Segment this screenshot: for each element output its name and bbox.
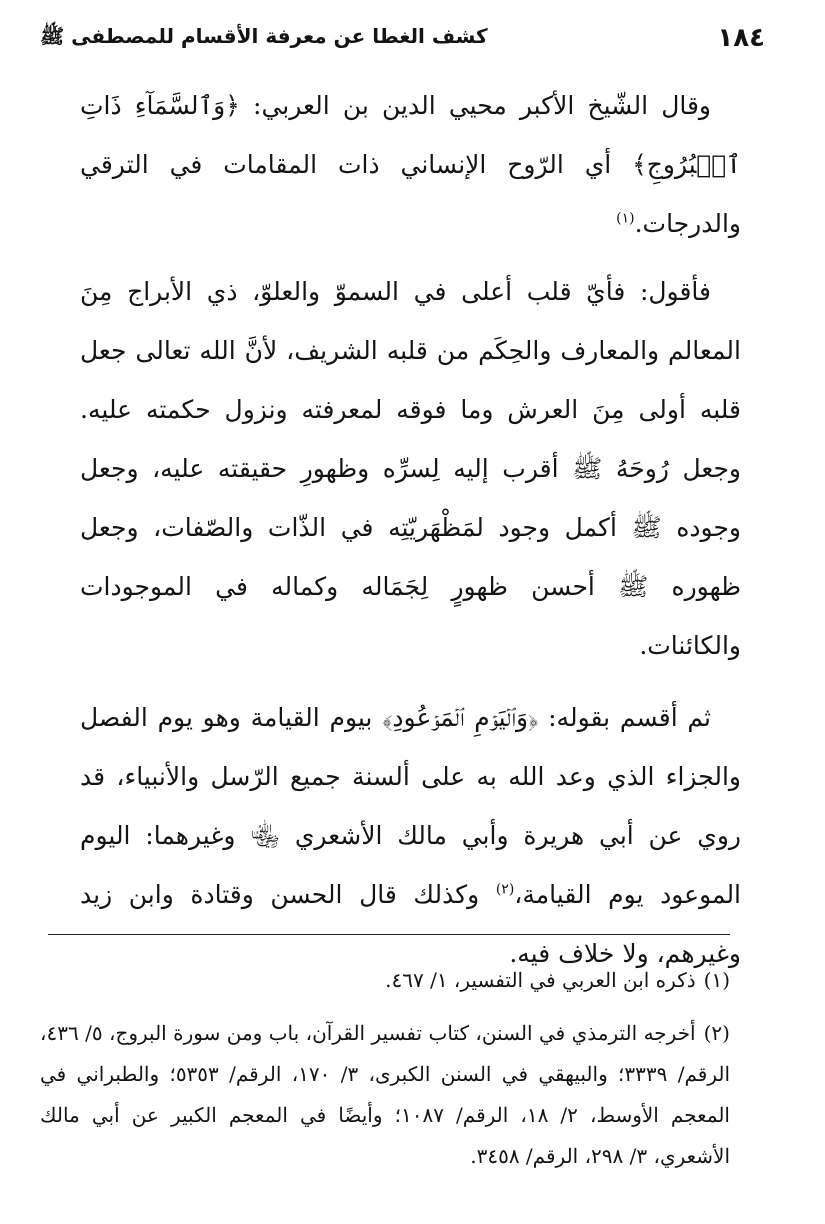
paragraph-3-text-after: وكذلك قال الحسن وقتادة وابن زيد وغيرهم، ولا خلاف فيه. [80, 880, 741, 968]
footnote-divider [48, 934, 730, 935]
paragraph-3-text: ثم أقسم بقوله: ﴿وَٱلۡيَوۡمِ ٱلۡمَوۡعُودِ﴾ بيوم القيامة وهو يوم الفصل والجزاء الذي وعد الله به على ألسنة جميع الرّسل والأنبياء، قد روي عن أبي هريرة وأبي مالك الأشعري ﵄ وغيرهما: اليوم الموعود يوم القيامة، [80, 703, 742, 909]
footnote-1 [40, 960, 730, 1001]
footnote-1-text: ذكره ابن العربي في التفسير، ١/ ٤٦٧. [385, 968, 696, 992]
footnote-2-number: (٢) [703, 1021, 730, 1045]
running-title: كشف الغطا عن معرفة الأقسام للمصطفى ﷺ [40, 23, 488, 48]
footnote-ref-2[interactable]: (٢) [495, 881, 515, 898]
paragraph-2-text: فأقول: فأيّ قلب أعلى في السموّ والعلوّ، ذي الأبراج مِنَ المعالم والمعارف والحِكَم من قلبه الشريف، لأنَّ الله تعالى جعل قلبه أولى مِنَ العرش وما فوقه لمعرفته ونزول حكمته عليه. وجعل رُوحَهُ ﷺ أقرب إليه لِسرِّه وظهورِ حقيقته عليه، وجعل وجوده ﷺ أكمل وجود لمَظْهَريّتِه في الذّات والصّفات، وجعل ظهوره ﷺ أحسن ظهورٍ لِجَمَاله وكماله في الموجودات والكائنات. [80, 277, 741, 660]
paragraph-1 [80, 76, 741, 253]
footnote-ref-1[interactable]: (١) [616, 210, 635, 227]
paragraph-2 [80, 262, 741, 675]
footnote-1-number: (١) [703, 968, 730, 992]
paragraph-1-text: وقال الشّيخ الأكبر محيي الدين بن العربي: ﴿وَٱلسَّمَآءِ ذَاتِ ٱلۡبُرُوجِ﴾ أي الرّوح الإنساني ذات المقامات في الترقي والدرجات. [80, 91, 741, 238]
page-number: ١٨٤ [717, 23, 765, 53]
page-header [40, 18, 765, 58]
footnote-2 [40, 1013, 730, 1177]
paragraph-3 [80, 688, 741, 983]
footnote-2-text: أخرجه الترمذي في السنن، كتاب تفسير القرآن، باب ومن سورة البروج، ٥/ ٤٣٦، الرقم/ ٣٣٣٩؛ والبيهقي في السنن الكبرى، ٣/ ١٧٠، الرقم/ ٥٣٥٣؛ والطبراني في المعجم الأوسط، ٢/ ١٨، الرقم/ ١٠٨٧؛ وأيضًا في المعجم الكبير عن أبي مالك الأشعري، ٣/ ٢٩٨، الرقم/ ٣٤٥٨. [40, 1021, 731, 1168]
